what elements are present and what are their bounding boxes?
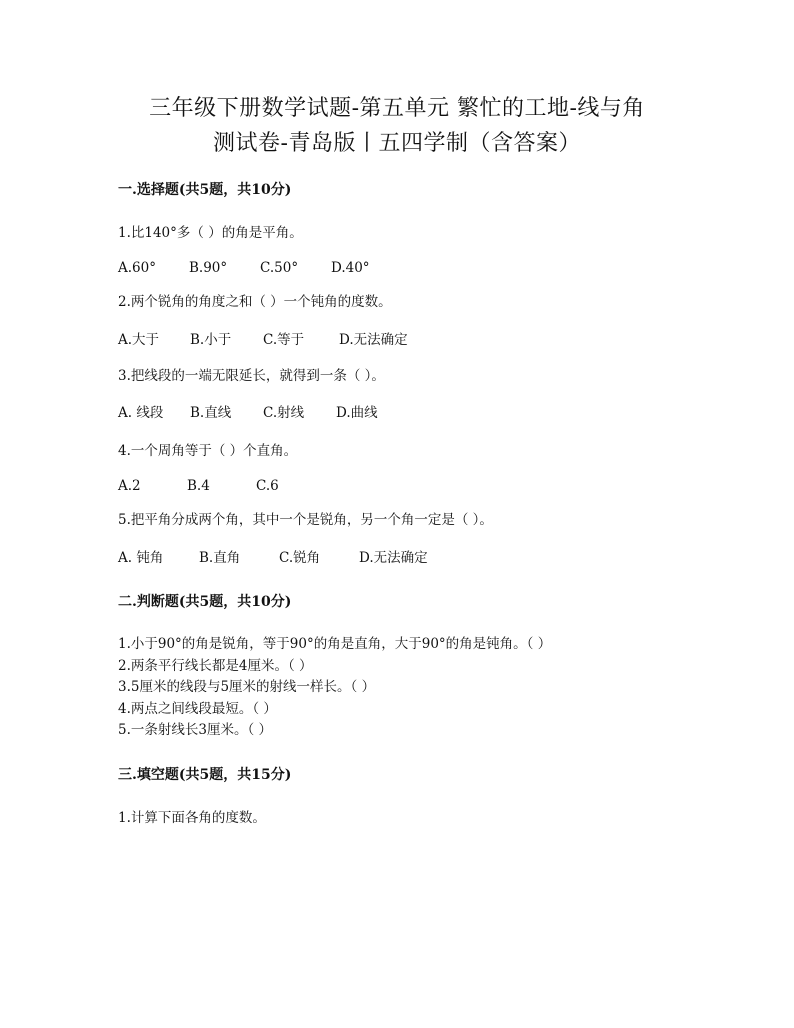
option: B.4 <box>187 478 210 494</box>
option-row <box>118 259 370 277</box>
question-text: 2.两个锐角的角度之和（ ）一个钝角的度数。 <box>118 294 392 310</box>
option: B.直线 <box>190 405 232 421</box>
option: C.锐角 <box>279 550 321 566</box>
section-heading-judge: 二.判断题(共5题，共10分) <box>118 594 292 610</box>
question-text: 3.把线段的一端无限延长，就得到一条（ ）。 <box>118 368 385 384</box>
section-heading-fill: 三.填空题(共5题，共15分) <box>118 767 292 783</box>
option: A.60° <box>118 260 156 276</box>
exam-title-line-1: 三年级下册数学试题-第五单元 繁忙的工地-线与角 <box>149 96 645 121</box>
option: B.小于 <box>190 332 232 348</box>
option-row <box>118 404 378 422</box>
option: C.射线 <box>263 405 305 421</box>
list-item: 2.两条平行线长都是4厘米。（ ） <box>118 657 313 674</box>
list-item: 1.小于90°的角是锐角，等于90°的角是直角，大于90°的角是钝角。（ ） <box>118 636 552 652</box>
option: C.50° <box>260 260 299 276</box>
option-row <box>118 331 408 349</box>
question-text: 5.把平角分成两个角，其中一个是锐角，另一个角一定是（ ）。 <box>118 512 493 528</box>
question-text: 1.计算下面各角的度数。 <box>118 810 266 826</box>
list-item: 4.两点之间线段最短。（ ） <box>118 700 277 717</box>
option: D.无法确定 <box>339 332 408 348</box>
question-text: 1.比140°多（ ）的角是平角。 <box>118 225 303 241</box>
question-text: 4.一个周角等于（ ）个直角。 <box>118 443 298 459</box>
judge-list <box>118 634 551 742</box>
list-item: 3.5厘米的线段与5厘米的射线一样长。（ ） <box>118 679 376 695</box>
option: D.无法确定 <box>359 550 428 566</box>
exam-title-line-2: 测试卷-青岛版丨五四学制（含答案） <box>213 131 581 156</box>
option: D.曲线 <box>336 405 378 421</box>
list-item: 5.一条射线长3厘米。（ ） <box>118 722 273 738</box>
option: B.90° <box>189 260 228 276</box>
option: A.大于 <box>118 332 160 348</box>
option: A. 钝角 <box>118 550 164 566</box>
option: A.2 <box>118 478 141 494</box>
option-row <box>118 549 428 567</box>
option-row <box>118 477 279 495</box>
option: D.40° <box>331 260 370 276</box>
section-heading-choice: 一.选择题(共5题，共10分) <box>118 182 292 198</box>
option: B.直角 <box>199 550 241 566</box>
option: C.6 <box>256 478 279 494</box>
option: C.等于 <box>263 332 305 348</box>
option: A. 线段 <box>118 405 164 421</box>
